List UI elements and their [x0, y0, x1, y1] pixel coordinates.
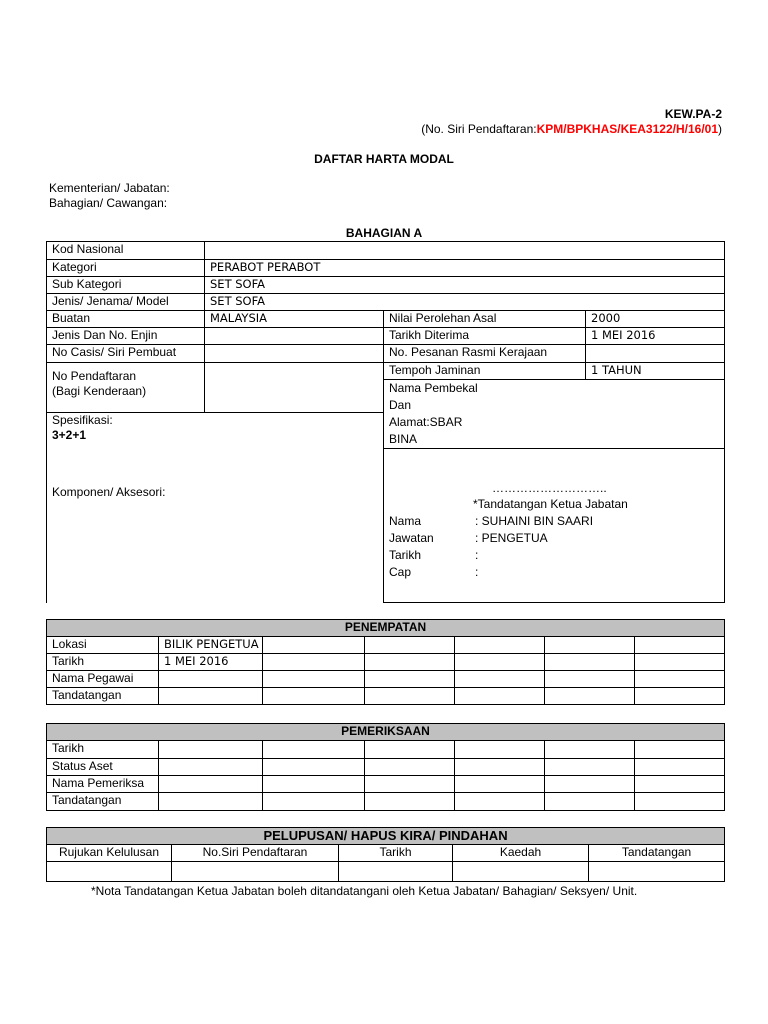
jawatan-label: Jawatan [389, 531, 434, 545]
bagi-kenderaan-text: (Bagi Kenderaan) [52, 384, 147, 398]
form-code: KEW.PA-2 [664, 107, 722, 121]
lokasi-value: BILIK PENGETUA [159, 637, 263, 654]
pelupusan-col-kaedah: Kaedah [453, 845, 589, 862]
serial-prefix: (No. Siri Pendaftaran: [421, 122, 537, 136]
sub-kategori-label: Sub Kategori [47, 277, 205, 294]
penempatan-tandatangan-label: Tandatangan [47, 688, 159, 705]
pelupusan-col-tandatangan: Tandatangan [589, 845, 725, 862]
no-casis-value [205, 345, 384, 363]
jenis-enjin-label: Jenis Dan No. Enjin [47, 328, 205, 345]
pembekal-line4: BINA [389, 432, 418, 446]
division-label: Bahagian/ Cawangan: [49, 196, 168, 210]
pemeriksaan-table [46, 723, 725, 811]
penempatan-title: PENEMPATAN [47, 620, 725, 637]
pembekal-cell [384, 380, 725, 449]
pembekal-line2: Dan [389, 398, 412, 412]
buatan-value: MALAYSIA [205, 311, 384, 328]
spesifikasi-label: Spesifikasi: [52, 413, 113, 427]
no-casis-label: No Casis/ Siri Pembuat [47, 345, 205, 363]
pembekal-line1: Nama Pembekal [389, 381, 478, 395]
lokasi-label: Lokasi [47, 637, 159, 654]
jenis-model-label: Jenis/ Jenama/ Model [47, 294, 205, 311]
pelupusan-table [46, 827, 725, 882]
no-pendaftaran-text: No Pendaftaran [52, 369, 137, 383]
kod-nasional-value [205, 242, 725, 260]
no-pendaftaran-value [205, 363, 384, 413]
jenis-enjin-value [205, 328, 384, 345]
nilai-perolehan-label: Nilai Perolehan Asal [384, 311, 586, 328]
tarikh-diterima-value: 1 MEI 2016 [586, 328, 725, 345]
nama-pegawai-label: Nama Pegawai [47, 671, 159, 688]
footnote: *Nota Tandatangan Ketua Jabatan boleh ditandatangani oleh Ketua Jabatan/ Bahagian/ Seksyen/ Unit. [91, 884, 638, 898]
ministry-label: Kementerian/ Jabatan: [49, 181, 170, 195]
serial-number [421, 122, 722, 136]
penempatan-tarikh-value: 1 MEI 2016 [159, 654, 263, 671]
jawatan-value: : PENGETUA [475, 531, 548, 545]
jenis-model-value: SET SOFA [205, 294, 725, 311]
status-aset-label: Status Aset [47, 759, 159, 776]
kod-nasional-label: Kod Nasional [47, 242, 205, 260]
pelupusan-title: PELUPUSAN/ HAPUS KIRA/ PINDAHAN [47, 828, 725, 845]
sub-kategori-value: SET SOFA [205, 277, 725, 294]
spesifikasi-value: 3+2+1 [52, 428, 87, 442]
tarikh-label: Tarikh [389, 548, 422, 562]
no-pesanan-value [586, 345, 725, 363]
nama-pemeriksa-label: Nama Pemeriksa [47, 776, 159, 793]
nilai-perolehan-value: 2000 [586, 311, 725, 328]
buatan-label: Buatan [47, 311, 205, 328]
cap-label: Cap [389, 565, 412, 579]
pemeriksaan-tarikh-label: Tarikh [47, 741, 159, 759]
tempoh-jaminan-value: 1 TAHUN [586, 363, 725, 380]
pemeriksaan-title: PEMERIKSAAN [47, 724, 725, 741]
nama-value: : SUHAINI BIN SAARI [475, 514, 594, 528]
pembekal-line3: Alamat:SBAR [389, 415, 463, 429]
signature-caption: *Tandatangan Ketua Jabatan [473, 497, 628, 511]
pelupusan-col-rujukan: Rujukan Kelulusan [47, 845, 172, 862]
no-pesanan-label: No. Pesanan Rasmi Kerajaan [384, 345, 586, 363]
spesifikasi-cell [47, 413, 384, 603]
komponen-label: Komponen/ Aksesori: [52, 485, 166, 499]
tarikh-value: : [475, 548, 479, 562]
pelupusan-col-no-siri: No.Siri Pendaftaran [172, 845, 339, 862]
penempatan-table [46, 619, 725, 705]
page-title: DAFTAR HARTA MODAL [314, 152, 454, 166]
tarikh-diterima-label: Tarikh Diterima [384, 328, 586, 345]
section-a-title: BAHAGIAN A [345, 226, 423, 240]
tempoh-jaminan-label: Tempoh Jaminan [384, 363, 586, 380]
penempatan-tarikh-label: Tarikh [47, 654, 159, 671]
nama-label: Nama [389, 514, 422, 528]
serial-value: KPM/BPKHAS/KEA3122/H/16/01 [536, 122, 718, 136]
serial-suffix: ) [718, 122, 722, 136]
no-pendaftaran-label [47, 363, 205, 413]
kategori-label: Kategori [47, 260, 205, 277]
signature-dots: ……………………….. [492, 481, 607, 495]
pemeriksaan-tandatangan-label: Tandatangan [47, 793, 159, 811]
kategori-value: PERABOT PERABOT [205, 260, 725, 277]
signature-cell [384, 449, 725, 603]
cap-value: : [475, 565, 479, 579]
bahagian-a-table [46, 241, 725, 603]
pelupusan-col-tarikh: Tarikh [339, 845, 453, 862]
